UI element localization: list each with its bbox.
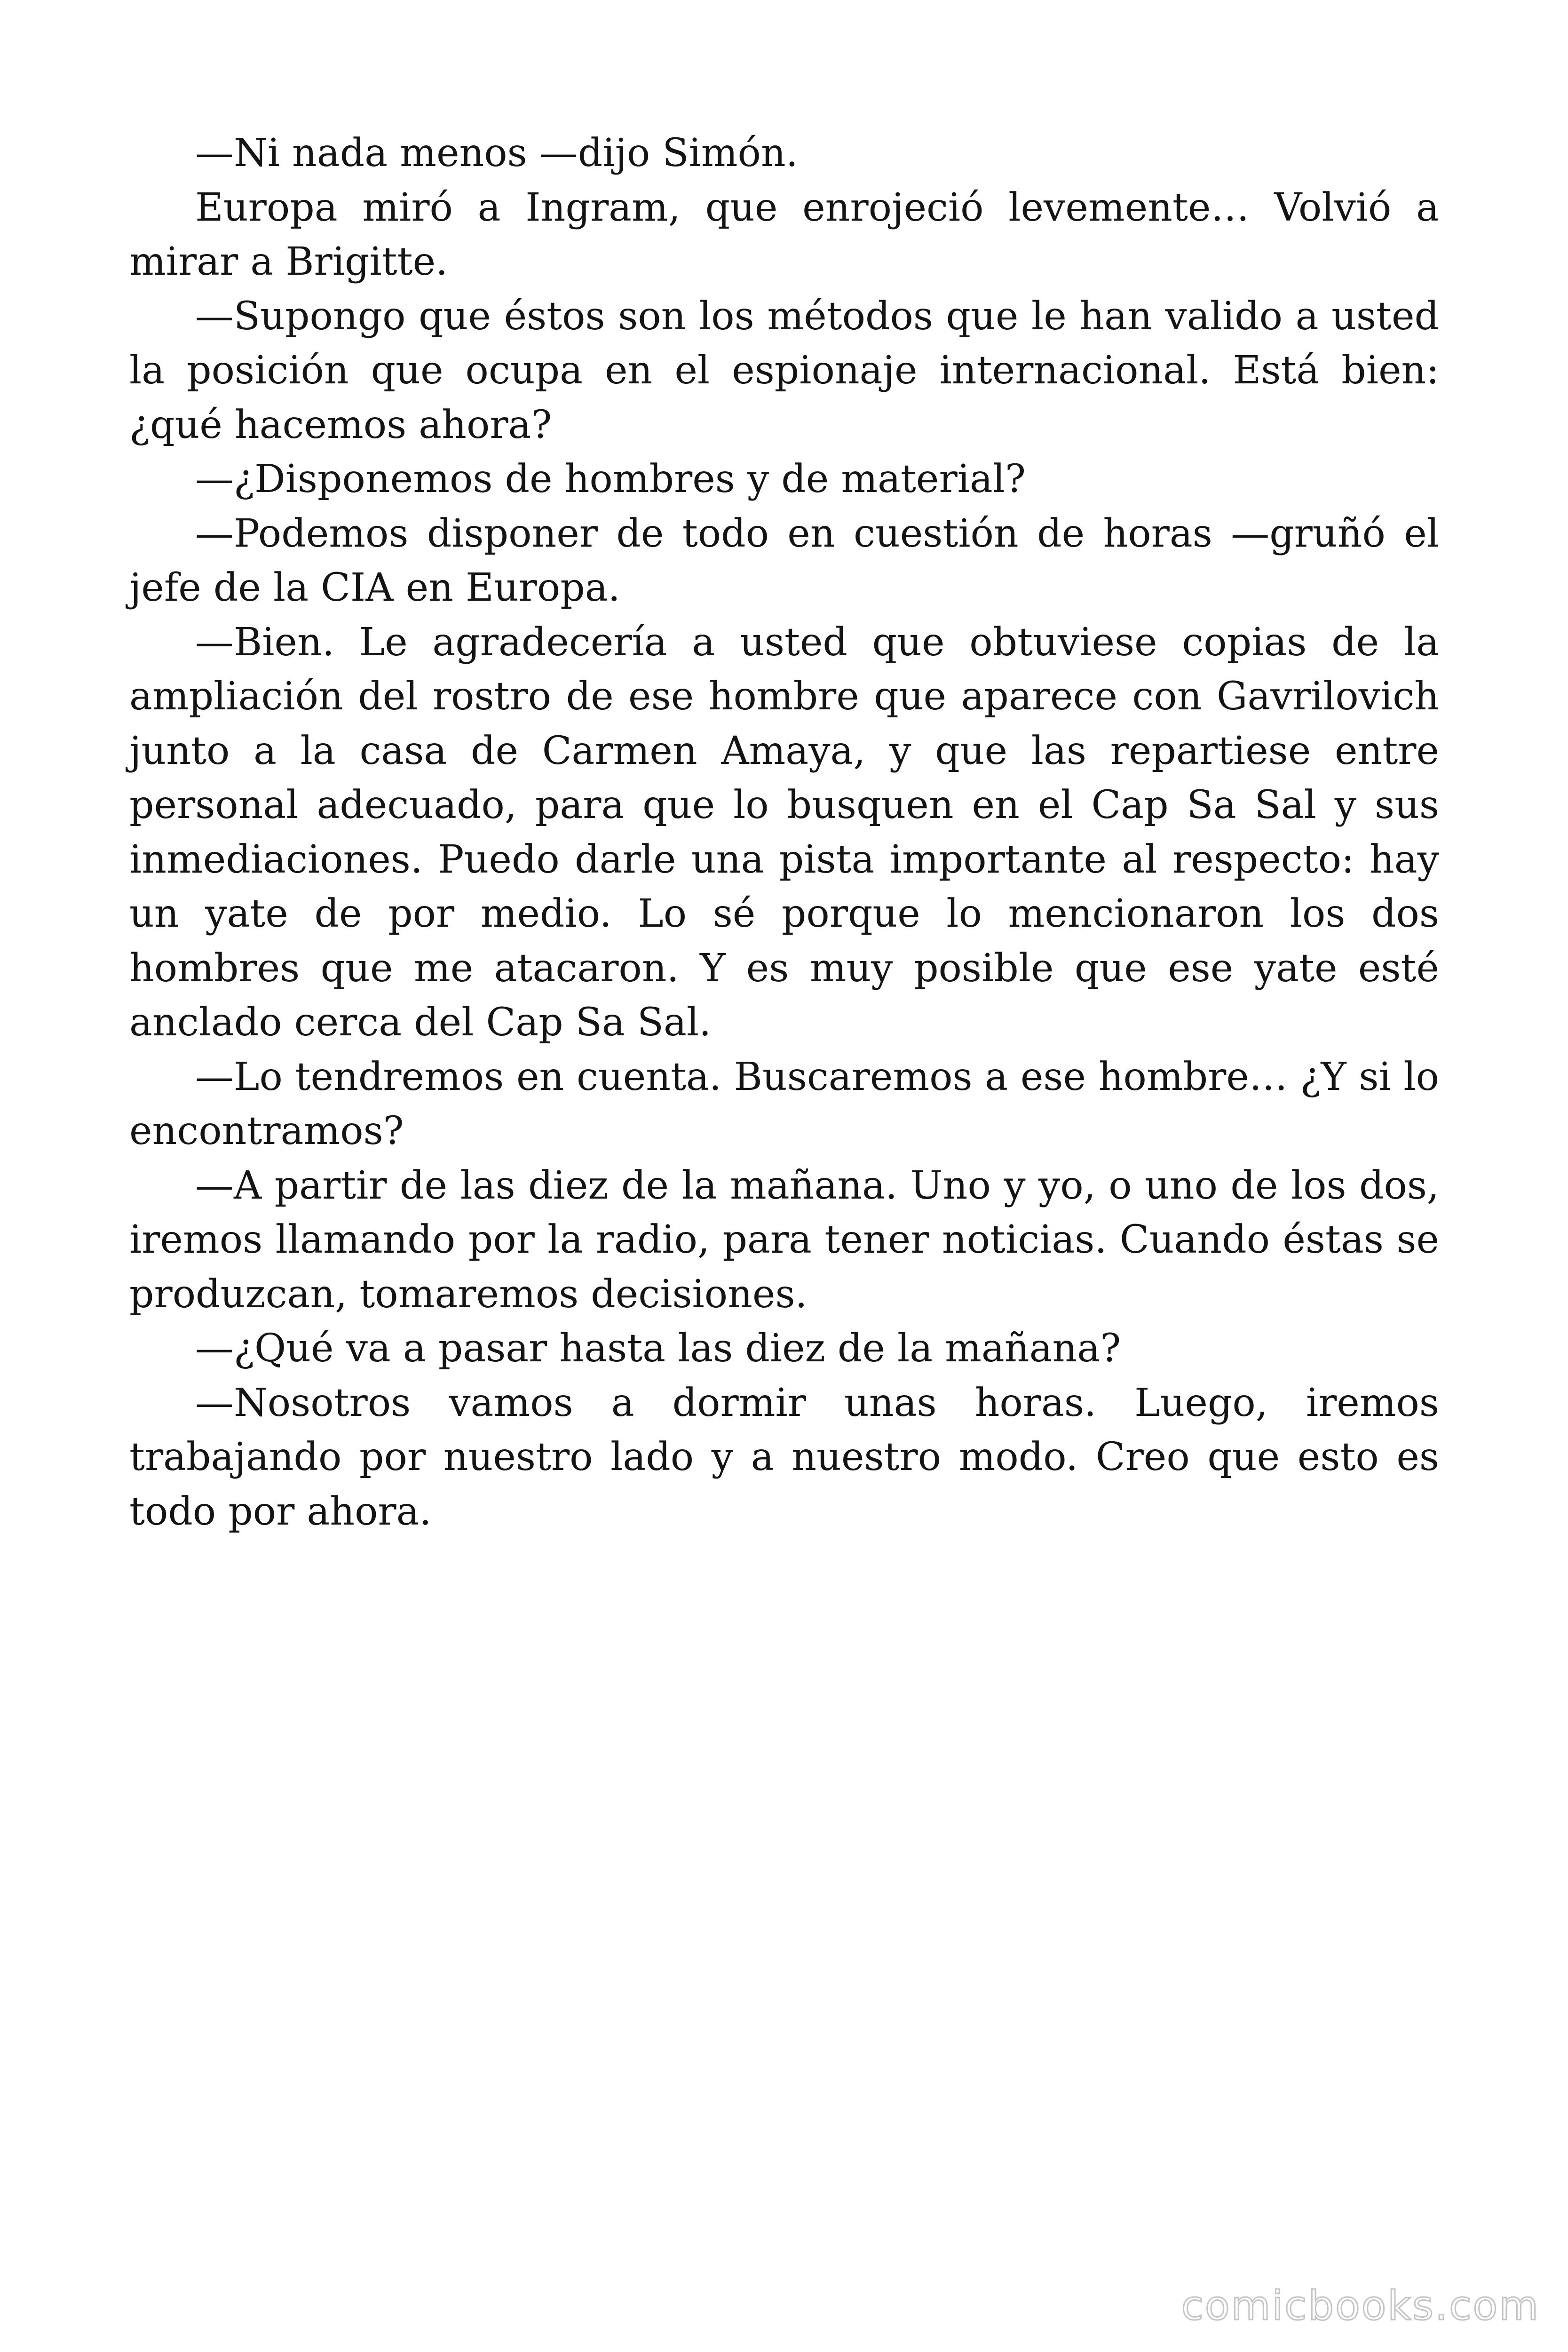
- paragraph: —Lo tendremos en cuenta. Buscaremos a ese hombre… ¿Y si lo encontramos?: [129, 1054, 1439, 1153]
- body-text: [129, 126, 1439, 1539]
- paragraph: —¿Disponemos de hombres y de material?: [195, 457, 1026, 501]
- paragraph: —Supongo que éstos son los métodos que le han valido a usted la posición que ocupa en el espionaje internacional. Está bien: ¿qué hacemos ahora?: [129, 294, 1439, 447]
- paragraph: —Nosotros vamos a dormir unas horas. Luego, iremos trabajando por nuestro lado y a nuestro modo. Creo que esto es todo por ahora.: [129, 1380, 1439, 1534]
- paragraph: —Bien. Le agradecería a usted que obtuviese copias de la ampliación del rostro de ese hombre que aparece con Gavrilovich junto a la casa de Carmen Amaya, y que las repartiese entre personal adecuado, para que lo busquen en el Cap Sa Sal y sus inmediaciones. Puedo darle una pista importante al respecto: hay un yate de por medio. Lo sé porque lo mencionaron los dos hombres que me atacaron. Y es muy posible que ese yate esté anclado cerca del Cap Sa Sal.: [129, 620, 1439, 1045]
- paragraph: —A partir de las diez de la mañana. Uno y yo, o uno de los dos, iremos llamando por la radio, para tener noticias. Cuando éstas se produzcan, tomaremos decisiones.: [129, 1163, 1439, 1317]
- paragraph: Europa miró a Ingram, que enrojeció levemente… Volvió a mirar a Brigitte.: [129, 185, 1439, 284]
- paragraph: —Ni nada menos —dijo Simón.: [195, 131, 798, 175]
- paragraph: —Podemos disponer de todo en cuestión de horas —gruñó el jefe de la CIA en Europa.: [129, 511, 1439, 610]
- watermark: comicbooks.com: [1181, 2282, 1540, 2329]
- paragraph: —¿Qué va a pasar hasta las diez de la mañana?: [195, 1326, 1121, 1371]
